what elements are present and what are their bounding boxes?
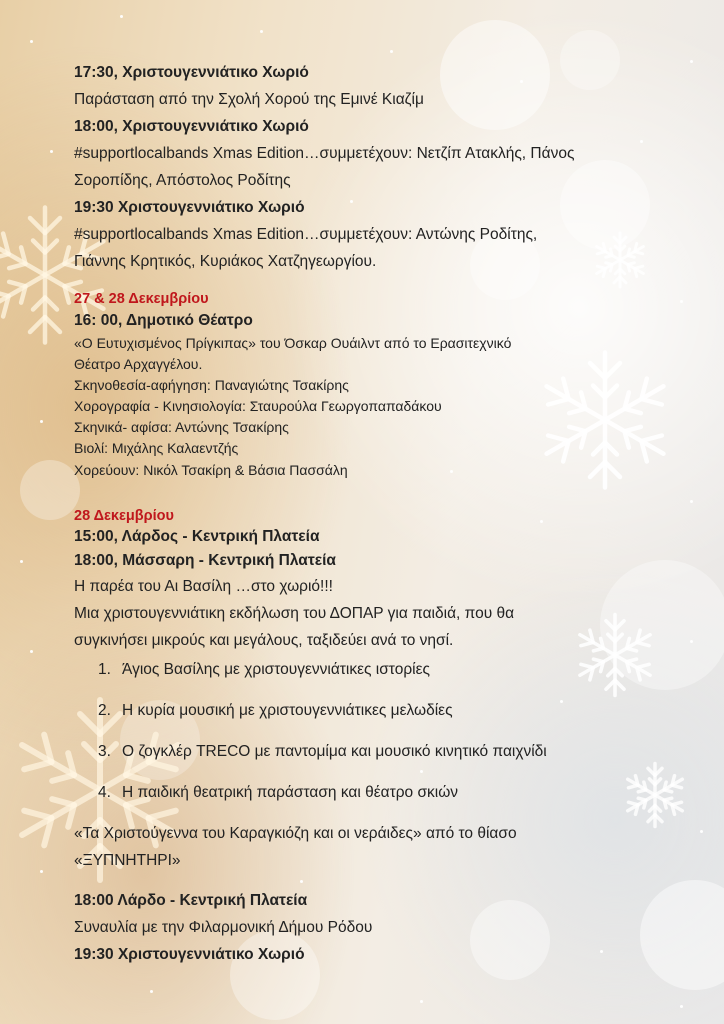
event-heading: 17:30, Χριστουγεννιάτικο Χωριό xyxy=(74,64,309,81)
event-text: Σκηνικά- αφίσα: Αντώνης Τσακίρης xyxy=(74,419,289,435)
event-text: Παράσταση από την Σχολή Χορού της Εμινέ Κιαζίμ xyxy=(74,91,424,108)
event-heading: 18:00, Μάσσαρη - Κεντρική Πλατεία xyxy=(74,552,336,569)
list-item: Η κυρία μουσική με χριστουγεννιάτικες μελωδίες xyxy=(122,702,453,719)
list-number: 2. xyxy=(98,702,111,719)
event-text: Σκηνοθεσία-αφήγηση: Παναγιώτης Τσακίρης xyxy=(74,377,349,393)
event-heading: 19:30 Χριστουγεννιάτικο Χωριό xyxy=(74,199,305,216)
event-text: Θέατρο Αρχαγγέλου. xyxy=(74,356,203,372)
event-text: «Ο Ευτυχισμένος Πρίγκιπας» του Όσκαρ Ουάιλντ από το Ερασιτεχνικό xyxy=(74,335,512,351)
list-item: Η παιδική θεατρική παράσταση και θέατρο σκιών xyxy=(122,784,459,801)
event-text: Χορογραφία - Κινησιολογία: Σταυρούλα Γεωργοπαπαδάκου xyxy=(74,398,442,414)
list-item: Άγιος Βασίλης με χριστουγεννιάτικες ιστορίες xyxy=(122,661,430,678)
event-text: Συναυλία με την Φιλαρμονική Δήμου Ρόδου xyxy=(74,919,373,936)
event-heading: 18:00 Λάρδο - Κεντρική Πλατεία xyxy=(74,892,308,909)
list-number: 3. xyxy=(98,743,111,760)
event-heading: 19:30 Χριστουγεννιάτικο Χωριό xyxy=(74,946,305,963)
date-heading: 27 & 28 Δεκεμβρίου xyxy=(74,291,209,307)
event-text: συγκινήσει μικρούς και μεγάλους, ταξιδεύει ανά το νησί. xyxy=(74,632,454,649)
event-text: Χορεύουν: Νικόλ Τσακίρη & Βάσια Πασσάλη xyxy=(74,462,348,478)
event-text: Η παρέα του Αι Βασίλη …στο χωριό!!! xyxy=(74,578,333,595)
event-text: «ΞΥΠΝΗΤΗΡΙ» xyxy=(74,852,181,869)
event-heading: 16: 00, Δημοτικό Θέατρο xyxy=(74,312,253,329)
list-number: 4. xyxy=(98,784,111,801)
event-text: Γιάννης Κρητικός, Κυριάκος Χατζηγεωργίου. xyxy=(74,253,377,270)
date-heading: 28 Δεκεμβρίου xyxy=(74,508,174,524)
event-text: Σοροπίδης, Απόστολος Ροδίτης xyxy=(74,172,291,189)
event-text: #supportlocalbands Xmas Edition…συμμετέχουν: Νετζίπ Ατακλής, Πάνος xyxy=(74,145,575,162)
list-number: 1. xyxy=(98,661,111,678)
list-item: Ο ζογκλέρ TRECO με παντομίμα και μουσικό κινητικό παιχνίδι xyxy=(122,743,547,760)
event-text: Μια χριστουγεννιάτικη εκδήλωση του ΔΟΠΑΡ για παιδιά, που θα xyxy=(74,605,515,622)
event-text: «Τα Χριστούγεννα του Καραγκιόζη και οι νεράιδες» από το θίασο xyxy=(74,825,517,842)
event-heading: 18:00, Χριστουγεννιάτικο Χωριό xyxy=(74,118,309,135)
event-text: #supportlocalbands Xmas Edition…συμμετέχουν: Αντώνης Ροδίτης, xyxy=(74,226,538,243)
event-text: Βιολί: Μιχάλης Καλαεντζής xyxy=(74,440,239,456)
event-heading: 15:00, Λάρδος - Κεντρική Πλατεία xyxy=(74,528,320,545)
